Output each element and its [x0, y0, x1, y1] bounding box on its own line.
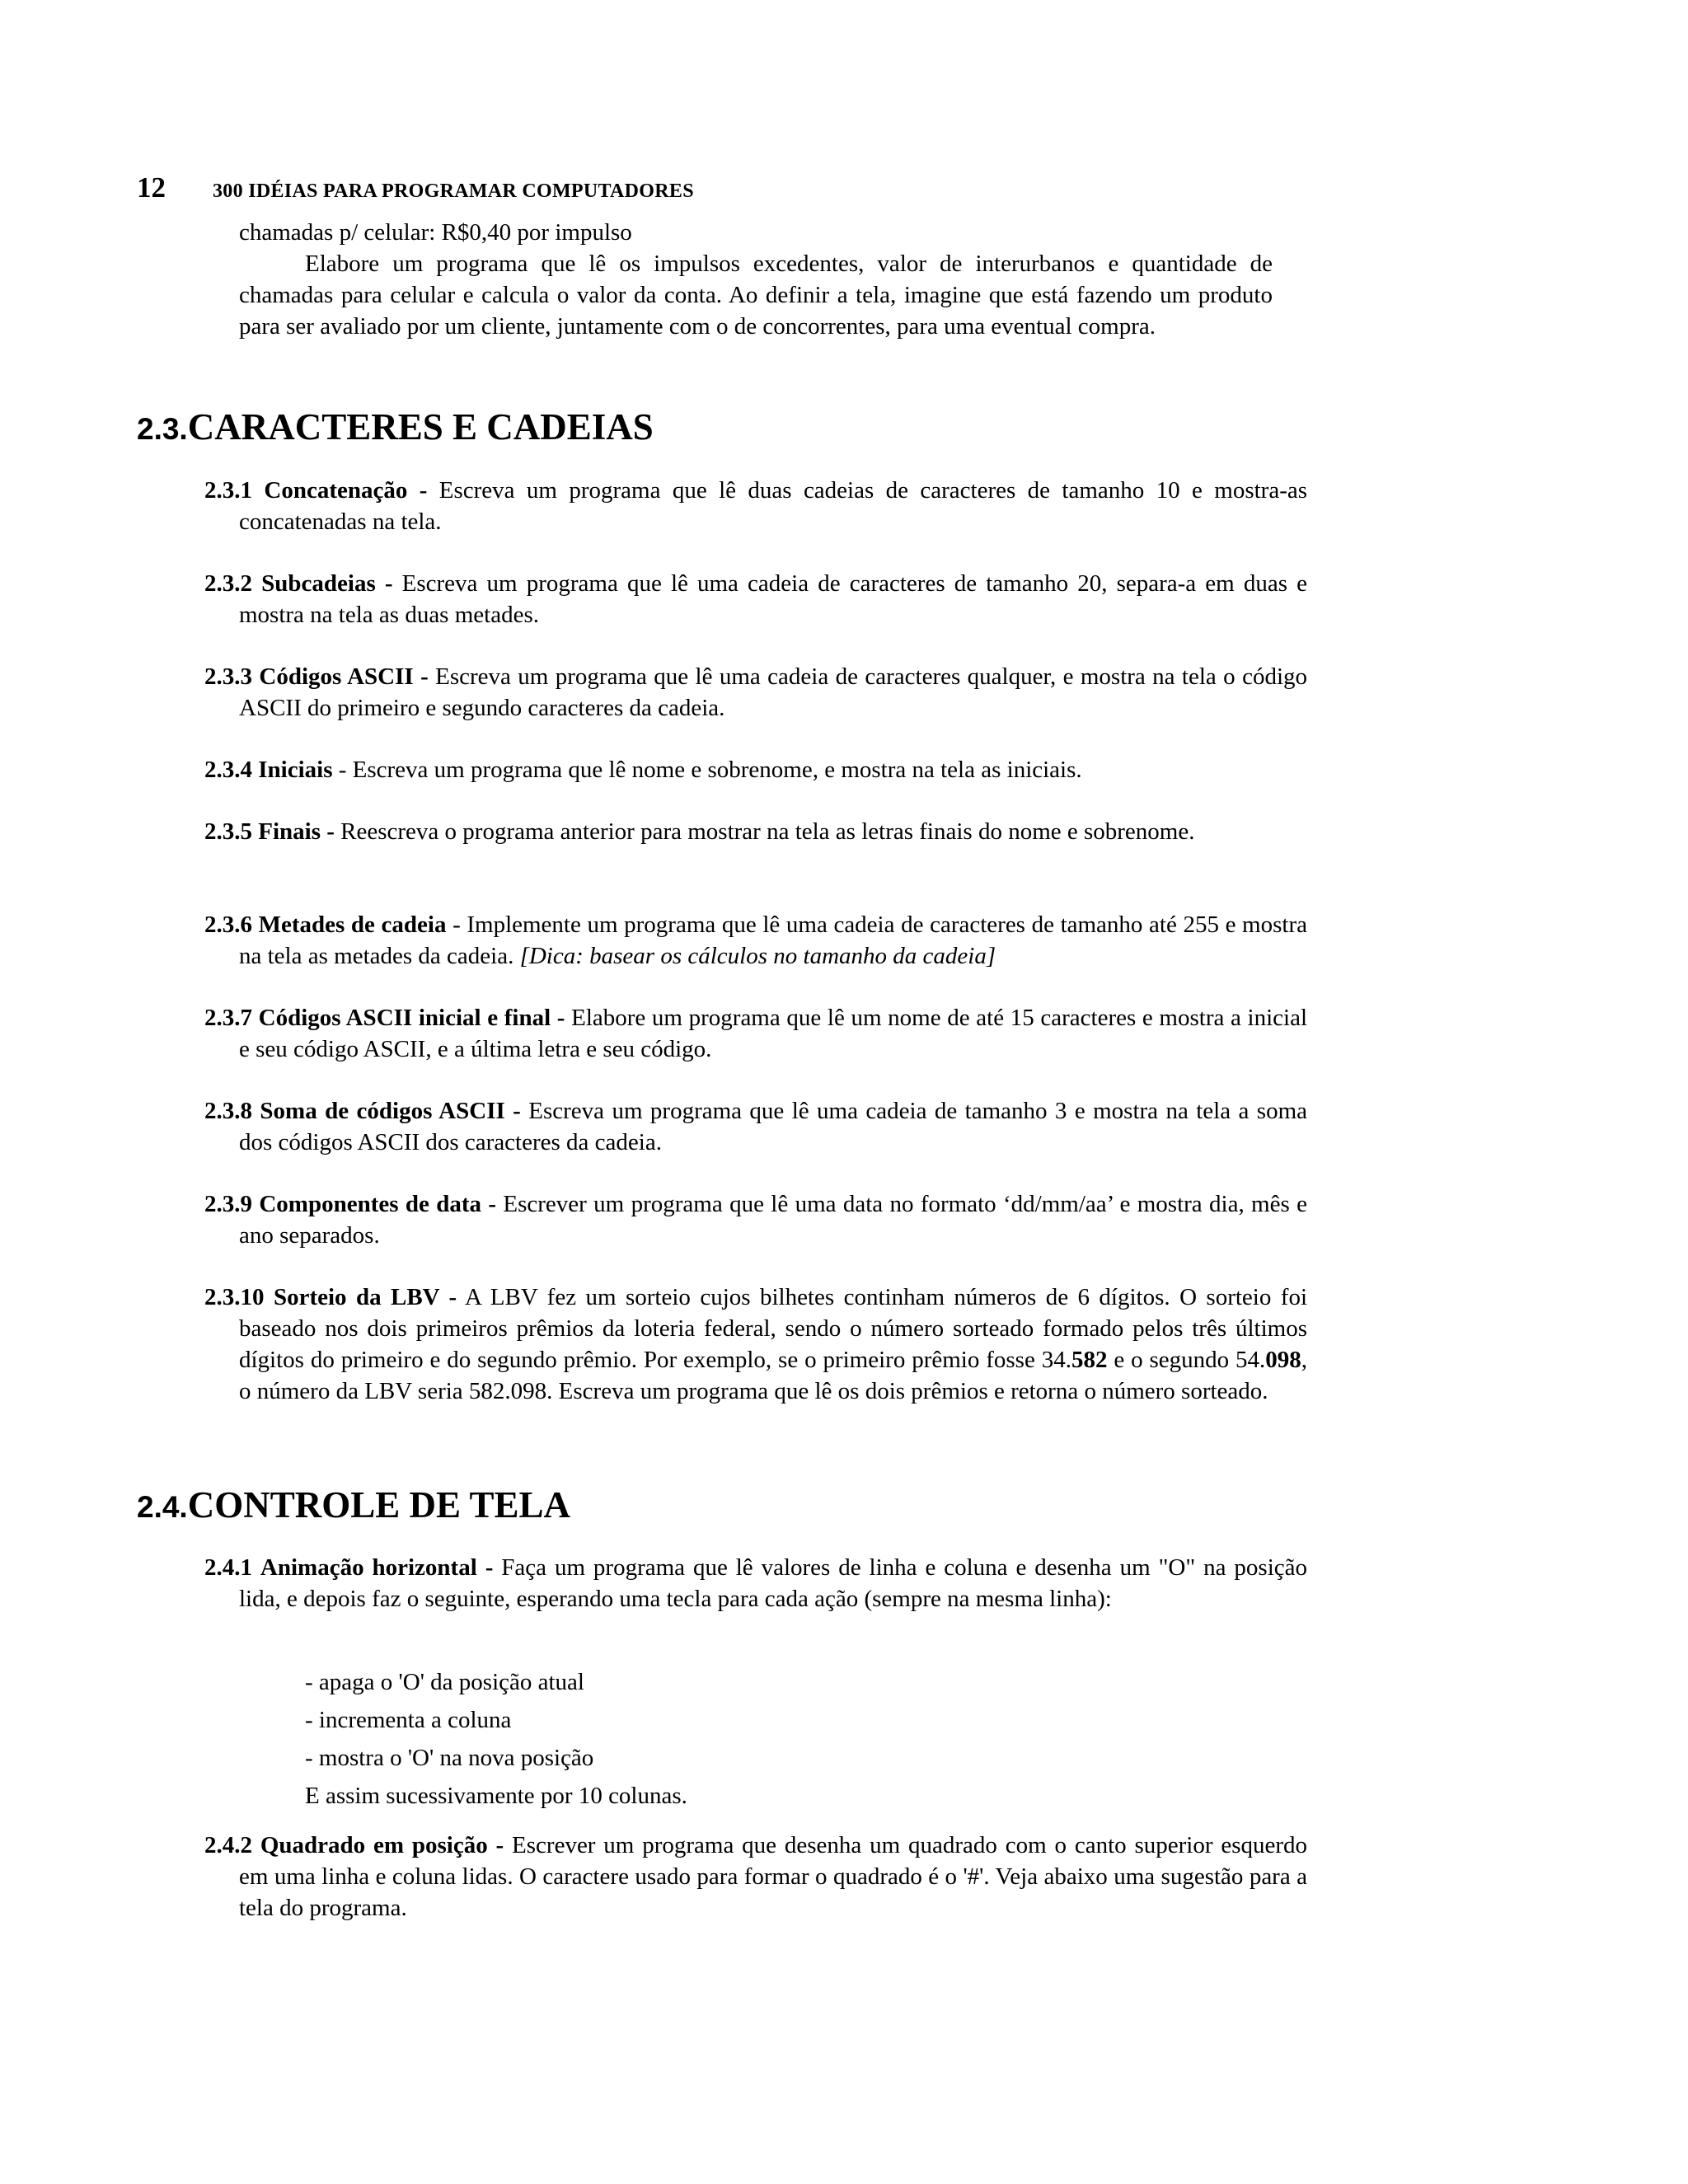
- exercise-text: Reescreva o programa anterior para mostrar na tela as letras finais do nome e sobrenome.: [334, 818, 1195, 845]
- section-heading-2-3: [137, 405, 654, 448]
- exercise-title: Quadrado em posição -: [260, 1832, 504, 1858]
- exercise-text: Escreva um programa que lê uma cadeia de tamanho 3 e mostra na tela a soma dos códigos ASCII dos caracteres da cadeia.: [239, 1098, 1307, 1155]
- exercise-2-3-7: [204, 1002, 1307, 1065]
- exercise-text: Faça um programa que lê valores de linha e coluna e desenha um "O" na posição lida, e depois faz o seguinte, esperando uma tecla para cada ação (sempre na mesma linha):: [239, 1554, 1307, 1612]
- exercise-number: 2.3.9: [204, 1191, 252, 1217]
- exercise-text: , o número da LBV seria 582.098. Escreva um programa que lê os dois prêmios e retorna o número sorteado.: [239, 1347, 1307, 1404]
- exercise-number: 2.3.10: [204, 1284, 265, 1310]
- exercise-text: Escreva um programa que lê uma cadeia de caracteres qualquer, e mostra na tela o código ASCII do primeiro e segundo caracteres da cadeia.: [239, 663, 1308, 721]
- highlight-digits: 098: [1265, 1347, 1301, 1373]
- exercise-number: 2.3.1: [204, 477, 252, 504]
- section-number: 2.4.: [137, 1490, 188, 1524]
- exercise-title: Códigos ASCII inicial e final -: [258, 1005, 565, 1031]
- exercise-2-3-2: [204, 568, 1307, 630]
- exercise-2-3-3: [204, 661, 1307, 724]
- exercise-number: 2.3.5: [204, 818, 252, 845]
- exercise-number: 2.3.6: [204, 912, 252, 938]
- exercise-text: Escrever um programa que lê uma data no formato ‘dd/mm/aa’ e mostra dia, mês e ano separados.: [239, 1191, 1307, 1249]
- exercise-number: 2.4.2: [204, 1832, 252, 1858]
- page-number: 12: [137, 171, 166, 204]
- exercise-2-3-1: [204, 475, 1307, 537]
- exercise-text: - Implemente um programa que lê uma cadeia de caracteres de tamanho até 255 e mostra na tela as metades da cadeia.: [239, 912, 1307, 969]
- intro-line: chamadas p/ celular: R$0,40 por impulso: [239, 219, 632, 246]
- exercise-title: Concatenação -: [264, 477, 428, 504]
- exercise-text: Elabore um programa que lê um nome de até 15 caracteres e mostra a inicial e seu código ASCII, e a última letra e seu código.: [239, 1005, 1307, 1062]
- exercise-title: Finais -: [258, 818, 335, 845]
- exercise-2-3-8: [204, 1095, 1307, 1158]
- exercise-text: e o segundo 54.: [1107, 1347, 1266, 1373]
- exercise-title: Componentes de data -: [259, 1191, 497, 1217]
- exercise-title: Animação horizontal -: [260, 1554, 494, 1581]
- exercise-title: Códigos ASCII -: [259, 663, 429, 690]
- exercise-number: 2.3.7: [204, 1005, 252, 1031]
- section-heading-2-4: [137, 1483, 570, 1526]
- exercise-number: 2.3.8: [204, 1098, 252, 1124]
- exercise-title: Iniciais: [258, 757, 333, 783]
- step-line: - mostra o 'O' na nova posição: [305, 1745, 594, 1771]
- exercise-number: 2.3.2: [204, 570, 252, 597]
- step-line: E assim sucessivamente por 10 colunas.: [305, 1783, 687, 1809]
- intro-paragraph: Elabore um programa que lê os impulsos excedentes, valor de interurbanos e quantidade de chamadas para celular e calcula o valor da conta. Ao definir a tela, imagine que está fazendo um produto para ser avaliado por um cliente, juntamente com o de concorrentes, para uma eventual compra.: [239, 251, 1273, 340]
- step-line: - apaga o 'O' da posição atual: [305, 1669, 584, 1695]
- section-title: CARACTERES E CADEIAS: [187, 406, 654, 448]
- step-line: - incrementa a coluna: [305, 1707, 512, 1733]
- exercise-number: 2.4.1: [204, 1554, 252, 1581]
- exercise-text: Escreva um programa que lê duas cadeias de caracteres de tamanho 10 e mostra-as concatenadas na tela.: [239, 477, 1308, 535]
- book-title: 300 IDÉIAS PARA PROGRAMAR COMPUTADORES: [213, 180, 694, 202]
- section-title: CONTROLE DE TELA: [187, 1484, 571, 1526]
- exercise-2-4-1: [204, 1552, 1307, 1615]
- exercise-text: Escrever um programa que desenha um quadrado com o canto superior esquerdo em uma linha e coluna lidas. O caractere usado para formar o quadrado é o '#'. Veja abaixo uma sugestão para a tela do programa.: [239, 1832, 1308, 1921]
- exercise-title: Subcadeias -: [261, 570, 393, 597]
- highlight-digits: 582: [1071, 1347, 1108, 1373]
- exercise-2-3-4: [204, 754, 1307, 785]
- exercise-hint: [Dica: basear os cálculos no tamanho da cadeia]: [519, 943, 996, 969]
- exercise-title: Metades de cadeia: [258, 912, 447, 938]
- exercise-text: A LBV fez um sorteio cujos bilhetes continham números de 6 dígitos. O sorteio foi baseado nos dois primeiros prêmios da loteria federal, sendo o número sorteado formado pelos três últimos dígitos do primeiro e do segundo prêmio. Por exemplo, se o primeiro prêmio fosse 34.: [239, 1284, 1307, 1373]
- exercise-text: Escreva um programa que lê uma cadeia de caracteres de tamanho 20, separa-a em duas e mostra na tela as duas metades.: [239, 570, 1307, 628]
- exercise-title: Sorteio da LBV -: [273, 1284, 457, 1310]
- exercise-2-3-6: [204, 909, 1307, 972]
- exercise-2-4-2: [204, 1830, 1307, 1924]
- exercise-2-3-5: [204, 816, 1307, 847]
- section-number: 2.3.: [137, 412, 188, 446]
- exercise-text: - Escreva um programa que lê nome e sobrenome, e mostra na tela as iniciais.: [332, 757, 1082, 783]
- exercise-2-3-9: [204, 1188, 1307, 1251]
- exercise-number: 2.3.3: [204, 663, 252, 690]
- running-header: [137, 171, 694, 204]
- exercise-2-3-10: [204, 1282, 1307, 1407]
- exercise-title: Soma de códigos ASCII -: [260, 1098, 521, 1124]
- exercise-number: 2.3.4: [204, 757, 252, 783]
